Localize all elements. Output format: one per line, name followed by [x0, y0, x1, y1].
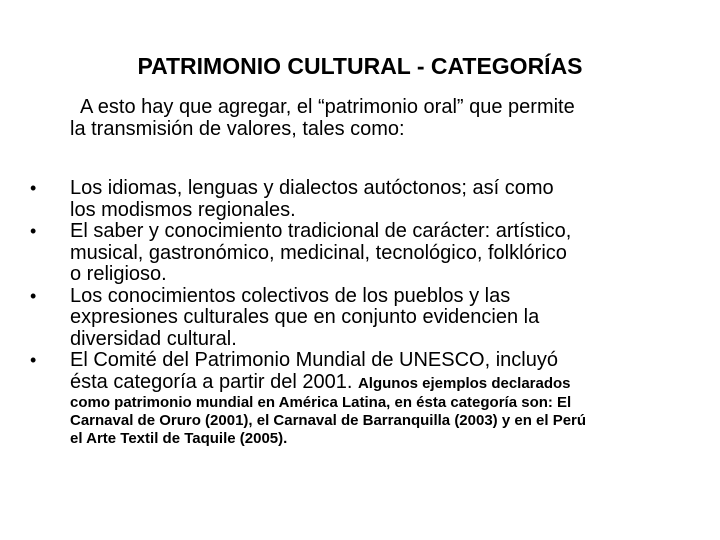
bullet-mixed-line [70, 372, 690, 395]
bullet-small-line: el Arte Textil de Taquile (2005). [70, 430, 288, 447]
bullet-small-line: como patrimonio mundial en América Latina, en ésta categoría son: El [70, 394, 572, 411]
bullet-icon: • [30, 350, 37, 370]
bullet-text-line: Los idiomas, lenguas y dialectos autóctonos; así como [70, 177, 554, 199]
bullet-list [30, 178, 690, 448]
slide-title: PATRIMONIO CULTURAL - CATEGORÍAS [137, 53, 583, 79]
bullet-text-line: musical, gastronómico, medicinal, tecnológico, folklórico [70, 241, 567, 264]
bullet-item [30, 221, 690, 286]
bullet-text-large: ésta categoría a partir del 2001. [70, 370, 353, 393]
bullet-text-line: o religioso. [70, 263, 167, 285]
bullet-text-line: expresiones culturales que en conjunto evidencien la [70, 306, 540, 328]
intro-line-1: A esto hay que agregar, el “patrimonio oral” que permite [80, 96, 575, 118]
bullet-icon: • [30, 221, 37, 241]
bullet-text-line: diversidad cultural. [70, 327, 237, 350]
bullet-icon: • [30, 178, 37, 198]
bullet-text-small: Algunos ejemplos declarados [357, 374, 571, 392]
bullet-text-line: El saber y conocimiento tradicional de carácter: artístico, [70, 220, 572, 242]
bullet-text-line: El Comité del Patrimonio Mundial de UNESCO, incluyó [70, 349, 558, 371]
bullet-item [30, 178, 690, 221]
bullet-text-line: Los conocimientos colectivos de los pueblos y las [70, 284, 511, 307]
intro-paragraph [70, 96, 690, 140]
bullet-text-line: los modismos regionales. [70, 198, 296, 221]
bullet-icon: • [30, 285, 37, 306]
bullet-item [30, 286, 690, 351]
bullet-small-line: Carnaval de Oruro (2001), el Carnaval de Barranquilla (2003) y en el Perú [70, 412, 587, 429]
bullet-item [30, 350, 690, 448]
intro-line-2: la transmisión de valores, tales como: [70, 118, 405, 140]
